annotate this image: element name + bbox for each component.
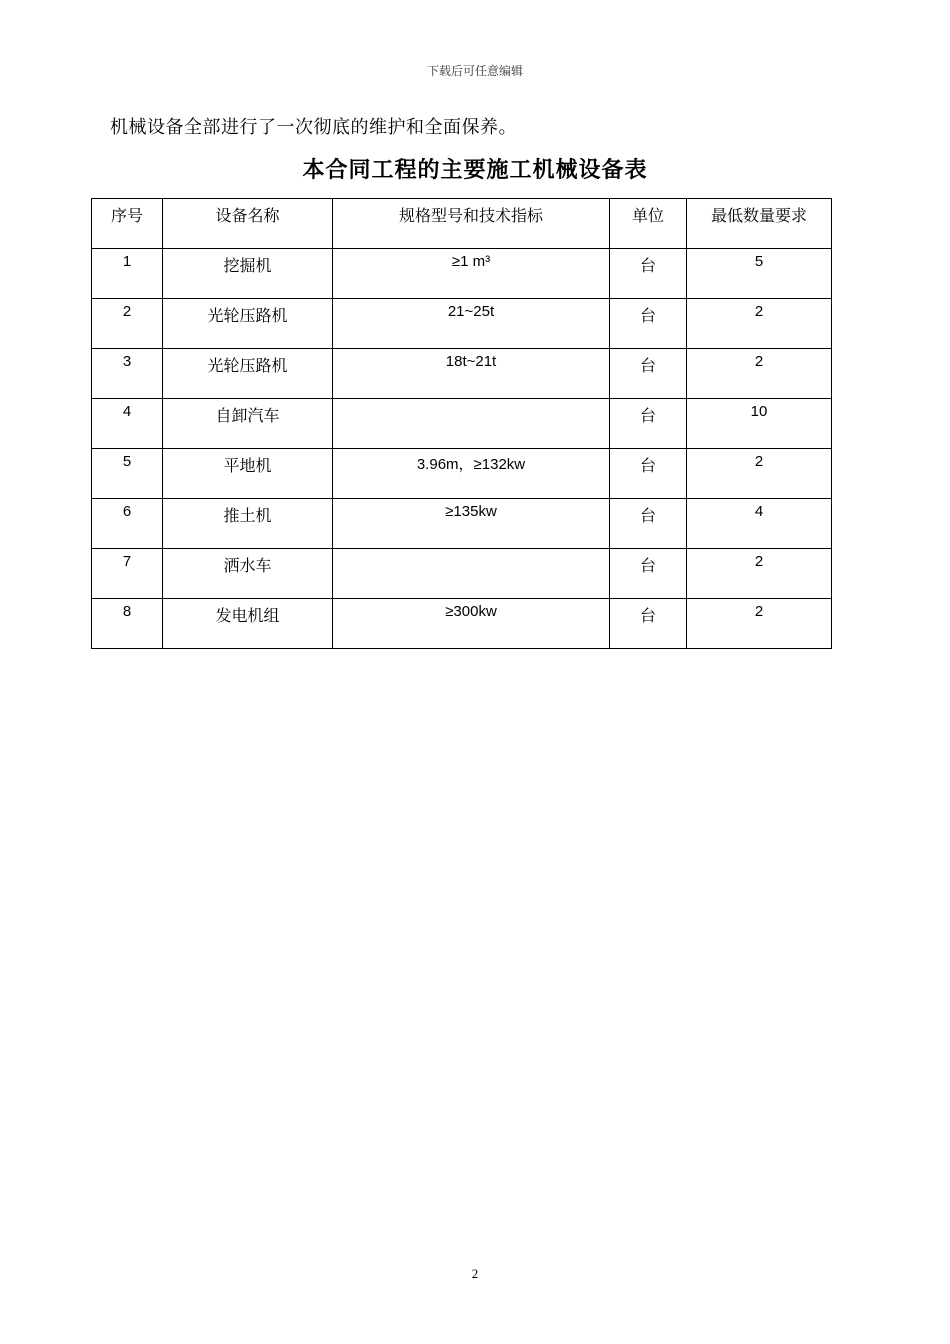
table-row (92, 499, 832, 549)
cell-name: 发电机组 (163, 599, 333, 649)
table-row (92, 349, 832, 399)
table-row (92, 399, 832, 449)
cell-unit: 台 (610, 299, 687, 349)
cell-name: 自卸汽车 (163, 399, 333, 449)
cell-name: 光轮压路机 (163, 299, 333, 349)
cell-qty: 2 (687, 549, 832, 599)
cell-spec (333, 399, 610, 449)
page-number: 2 (471, 1266, 479, 1281)
table-row (92, 599, 832, 649)
cell-qty: 2 (687, 299, 832, 349)
cell-spec: ≥300kw (333, 599, 610, 649)
cell-no: 8 (92, 599, 163, 649)
cell-name: 平地机 (163, 449, 333, 499)
cell-no: 6 (92, 499, 163, 549)
cell-spec: 21~25t (333, 299, 610, 349)
header-qty: 最低数量要求 (687, 199, 832, 249)
cell-spec (333, 549, 610, 599)
cell-name: 推土机 (163, 499, 333, 549)
header-no: 序号 (92, 199, 163, 249)
cell-no: 2 (92, 299, 163, 349)
cell-qty: 5 (687, 249, 832, 299)
table-row (92, 299, 832, 349)
header-unit: 单位 (610, 199, 687, 249)
cell-unit: 台 (610, 549, 687, 599)
cell-no: 5 (92, 449, 163, 499)
intro-paragraph: 机械设备全部进行了一次彻底的维护和全面保养。 (110, 117, 517, 138)
cell-unit: 台 (610, 499, 687, 549)
table-row (92, 449, 832, 499)
cell-qty: 2 (687, 599, 832, 649)
cell-qty: 4 (687, 499, 832, 549)
cell-spec: 18t~21t (333, 349, 610, 399)
cell-unit: 台 (610, 449, 687, 499)
cell-no: 1 (92, 249, 163, 299)
cell-qty: 10 (687, 399, 832, 449)
cell-qty: 2 (687, 349, 832, 399)
table-row (92, 249, 832, 299)
cell-name: 光轮压路机 (163, 349, 333, 399)
cell-name: 洒水车 (163, 549, 333, 599)
cell-spec: 3.96m，≥132kw (333, 449, 610, 499)
equipment-table (91, 198, 832, 649)
page-header-note: 下载后可任意编辑 (426, 64, 523, 78)
cell-no: 4 (92, 399, 163, 449)
cell-qty: 2 (687, 449, 832, 499)
cell-unit: 台 (610, 249, 687, 299)
cell-spec: ≥1 m³ (333, 249, 610, 299)
cell-unit: 台 (610, 399, 687, 449)
header-name: 设备名称 (163, 199, 333, 249)
cell-unit: 台 (610, 599, 687, 649)
cell-no: 3 (92, 349, 163, 399)
header-spec: 规格型号和技术指标 (333, 199, 610, 249)
cell-no: 7 (92, 549, 163, 599)
table-title: 本合同工程的主要施工机械设备表 (302, 157, 648, 183)
table-header-row (92, 199, 832, 249)
table-row (92, 549, 832, 599)
cell-unit: 台 (610, 349, 687, 399)
cell-name: 挖掘机 (163, 249, 333, 299)
cell-spec: ≥135kw (333, 499, 610, 549)
